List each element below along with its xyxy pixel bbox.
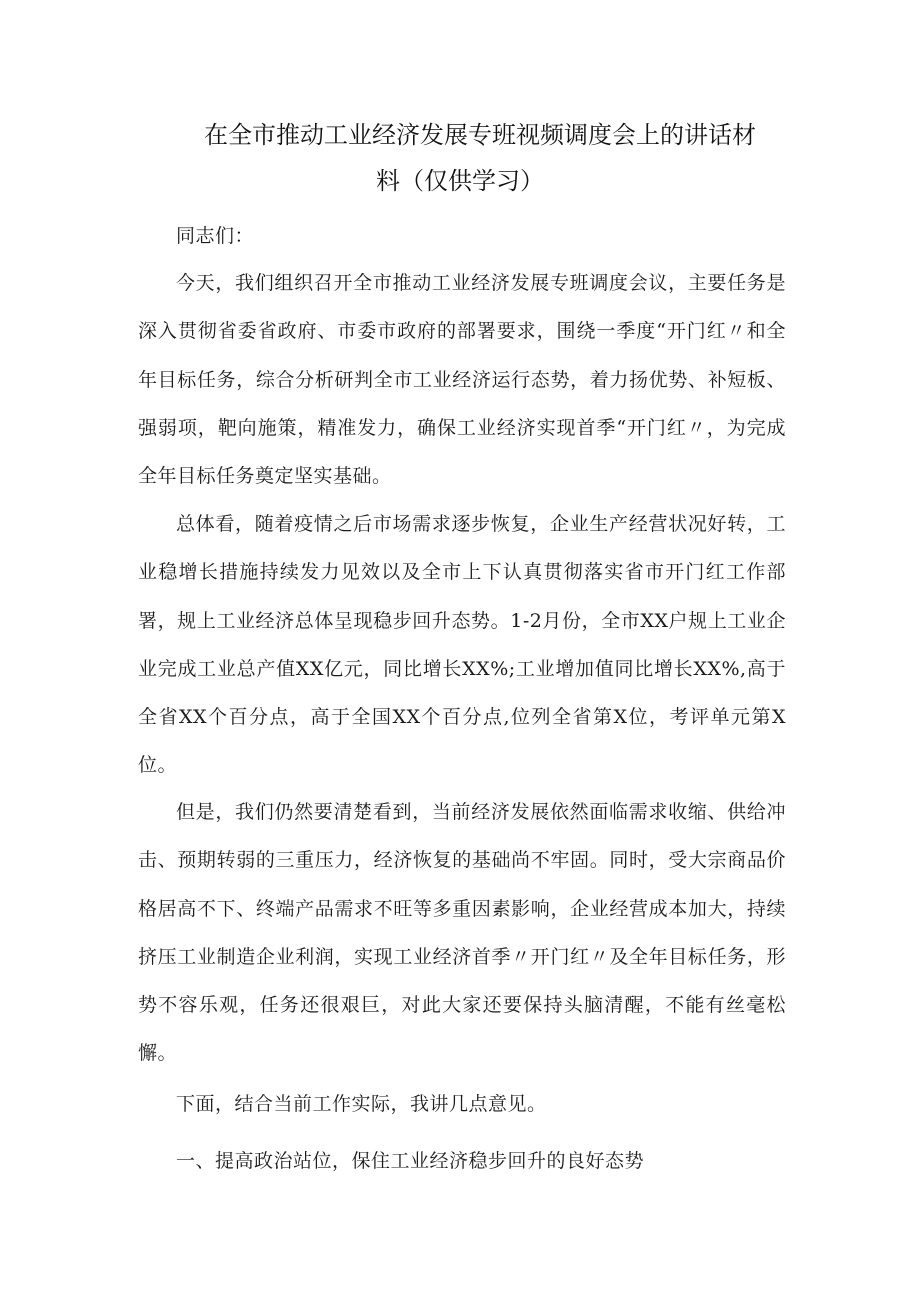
section-heading-1: 一、提高政治站位，保住工业经济稳步回升的良好态势 <box>176 1150 645 1172</box>
paragraph-intro: 今天，我们组织召开全市推动工业经济发展专班调度会议，主要任务是深入贯彻省委省政府、市委市政府的部署要求，围绕一季度“开门红〃和全年目标任务，综合分析研判全市工业经济运行态势，着力扬优势、补短板、强弱项，靶向施策，精准发力，确保工业经济实现首季“开门红〃，为完成全年目标任务奠定坚实基础。 <box>138 272 786 488</box>
paragraph-transition: 下面，结合当前工作实际，我讲几点意见。 <box>176 1093 547 1115</box>
document-title <box>140 112 780 204</box>
paragraph-challenges: 但是，我们仍然要清楚看到，当前经济发展依然面临需求收缩、供给冲击、预期转弱的三重压力，经济恢复的基础尚不牢固。同时，受大宗商品价格居高不下、终端产品需求不旺等多重因素影响，企业经营成本加大，持续挤压工业制造企业利润，实现工业经济首季〃开门红〃及全年目标任务，形势不容乐观，任务还很艰巨，对此大家还要保持头脑清醒，不能有丝毫松懈。 <box>138 801 786 1065</box>
paragraph-overview: 总体看，随着疫情之后市场需求逐步恢复，企业生产经营状况好转，工业稳增长措施持续发力见效以及全市上下认真贯彻落实省市开门红工作部署，规上工业经济总体呈现稳步回升态势。1-2月份，全市XX户规上工业企业完成工业总产值XX亿元，同比增长XX%;工业增加值同比增长XX%,高于全省XX个百分点，高于全国XX个百分点,位列全省第X位，考评单元第X位。 <box>138 513 786 777</box>
salutation: 同志们： <box>176 225 255 247</box>
title-line-2: 料（仅供学习） <box>376 167 544 195</box>
title-line-1: 在全市推动工业经济发展专班视频调度会上的讲话材 <box>204 121 756 149</box>
